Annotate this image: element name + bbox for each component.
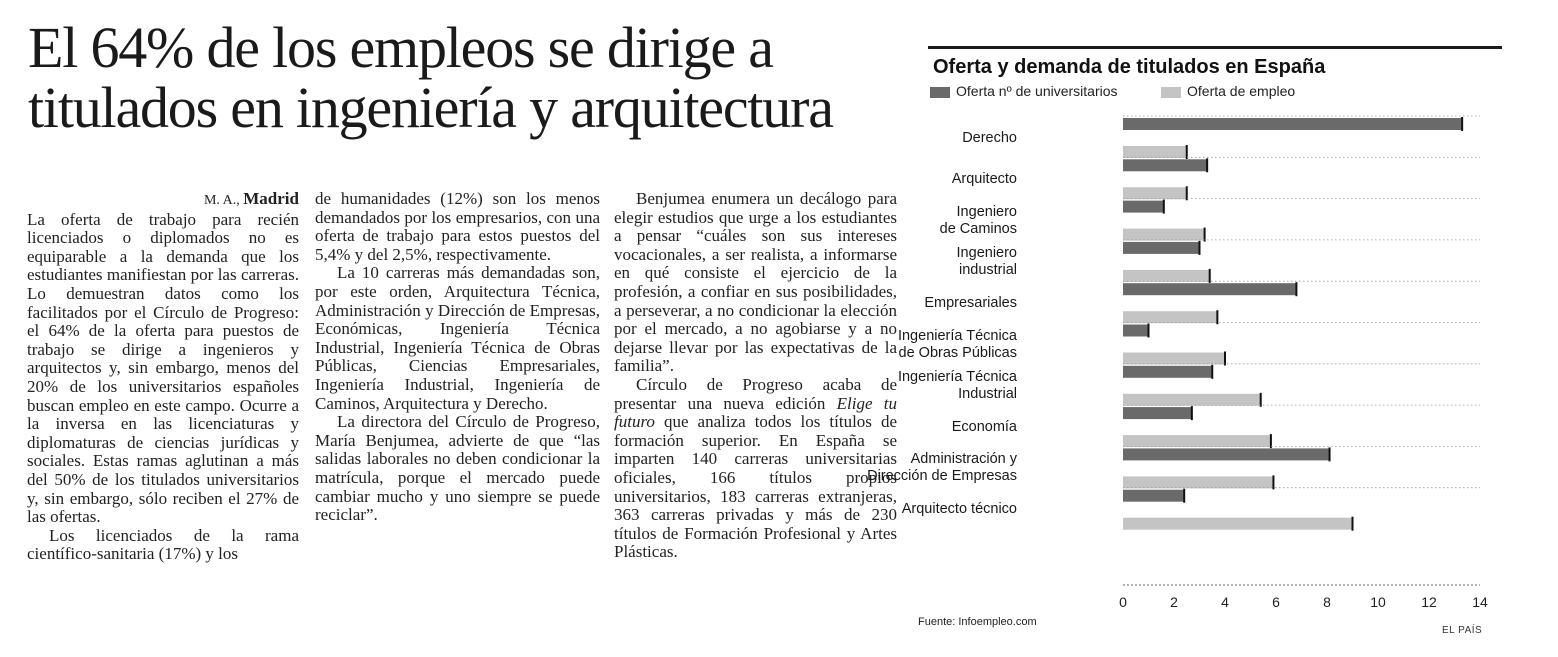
bar-oferta-universitarios xyxy=(1123,201,1164,213)
x-tick-label: 14 xyxy=(1472,594,1488,610)
byline-place: Madrid xyxy=(243,189,299,208)
category-label: Derecho xyxy=(962,129,1017,146)
article-column-2 xyxy=(315,190,600,525)
x-tick-label: 8 xyxy=(1323,594,1331,610)
category-label: Arquitecto xyxy=(951,170,1017,187)
bar-oferta-universitarios xyxy=(1123,490,1184,502)
source-note: Fuente: Infoempleo.com xyxy=(918,616,1037,628)
paragraph-text: que analiza todos los títulos de formación superior. En España se imparten 140 carreras universitarias oficiales, 166 títulos propios universitarios, 183 carreras extranjeras, 363 carreras privadas y más de 230 títulos de Formación Profesional y Artes Plásticas. xyxy=(614,412,897,562)
paragraph: La 10 carreras más demandadas son, por este orden, Arquitectura Técnica, Administración y Dirección de Empresas, Económicas, Ingeniería Técnica Industrial, Ingeniería Técnica de Obras Públicas, Ciencias Empresariales, Ingeniería Industrial, Ingeniería de Caminos, Arquitectura y Derecho. xyxy=(315,263,600,413)
infographic xyxy=(867,40,1505,640)
category-label: Ingeniería Técnica de Obras Públicas xyxy=(897,327,1017,361)
bar-oferta-universitarios xyxy=(1123,448,1330,460)
article-column-1 xyxy=(27,190,299,564)
byline xyxy=(27,190,299,211)
book-title: Elige tu futuro xyxy=(614,393,897,432)
newspaper-brand: EL PAÍS xyxy=(1442,625,1483,636)
bar-oferta-universitarios xyxy=(1123,118,1462,130)
category-label: Arquitecto técnico xyxy=(901,501,1017,518)
category-label: Ingeniero de Caminos xyxy=(939,203,1017,237)
bar-oferta-empleo xyxy=(1123,311,1217,323)
paragraph: Los licenciados de la rama científico-sanitaria (17%) y los xyxy=(27,525,299,564)
bar-oferta-empleo xyxy=(1123,476,1273,488)
headline xyxy=(28,15,908,140)
bar-chart xyxy=(915,40,1505,620)
legend-label: Oferta de empleo xyxy=(1187,83,1296,99)
category-label: Administración y Dirección de Empresas xyxy=(867,451,1017,485)
bar-oferta-universitarios xyxy=(1123,159,1207,171)
x-tick-label: 0 xyxy=(1119,594,1127,610)
bar-oferta-empleo xyxy=(1123,353,1225,365)
headline-line-2: titulados en ingeniería y arquitectura xyxy=(28,75,833,140)
bar-oferta-empleo xyxy=(1123,394,1261,406)
paragraph-text: Círculo de Progreso acaba de presentar una nueva edición xyxy=(614,374,897,413)
x-tick-label: 2 xyxy=(1170,594,1178,610)
category-label: Empresariales xyxy=(924,294,1017,311)
paragraph: La oferta de trabajo para recién licenciados o diplomados no es equiparable a la demanda que los estudiantes manifiestan por las carreras. Lo demuestran datos como los facilitados por el Círculo de Progreso: el 64% de la oferta para puestos de trabajo se dirige a ingenieros y arquitectos y, sin embargo, menos del 20% de los universitarios españoles buscan empleo en este campo. Ocurre a la inversa en las licenciaturas y diplomaturas de ciencias jurídicas y sociales. Estas ramas aglutinan a más del 50% de los titulados universitarios y, sin embargo, sólo reciben el 27% de las ofertas. xyxy=(27,209,299,527)
category-label: Economía xyxy=(951,418,1017,435)
category-label: Ingeniería Técnica Industrial xyxy=(897,368,1017,402)
bar-oferta-universitarios xyxy=(1123,325,1149,337)
bar-oferta-empleo xyxy=(1123,229,1205,241)
bar-oferta-universitarios xyxy=(1123,283,1296,295)
chart-title: Oferta y demanda de titulados en España xyxy=(933,56,1326,78)
x-tick-label: 4 xyxy=(1221,594,1229,610)
headline-line-1: El 64% de los empleos se dirige a xyxy=(28,15,773,80)
bar-oferta-empleo xyxy=(1123,187,1187,199)
bar-oferta-universitarios xyxy=(1123,242,1200,254)
bar-oferta-empleo xyxy=(1123,146,1187,158)
bar-oferta-empleo xyxy=(1123,518,1353,530)
category-label: Ingeniero industrial xyxy=(956,244,1017,278)
bar-oferta-empleo xyxy=(1123,270,1210,282)
legend-label: Oferta nº de universitarios xyxy=(956,83,1118,99)
byline-author: M. A., xyxy=(203,193,240,208)
x-tick-label: 12 xyxy=(1421,594,1437,610)
paragraph: de humanidades (12%) son los menos demandados por los empresarios, con una oferta de trabajo para estos puestos del 5,4% y del 2,5%, respectivamente. xyxy=(315,189,600,264)
bar-oferta-universitarios xyxy=(1123,407,1192,419)
x-tick-label: 10 xyxy=(1370,594,1386,610)
paragraph: La directora del Círculo de Progreso, María Benjumea, advierte de que “las salidas laborales no deben condicionar la matrícula, porque el mercado puede cambiar mucho y uno siempre se puede reciclar”. xyxy=(315,412,600,525)
paragraph: Benjumea enumera un decálogo para elegir estudios que urge a los estudiantes a pensar “cuáles son sus intereses vocacionales, a ser realista, a informarse en qué consiste el ejercicio de la profesión, a confiar en sus posibilidades, a perseverar, a no condicionar la elección por el mercado, a no agobiarse y a no dejarse llevar por las expectativas de la familia”. xyxy=(614,189,897,376)
bar-oferta-empleo xyxy=(1123,435,1271,447)
x-tick-label: 6 xyxy=(1272,594,1280,610)
bar-oferta-universitarios xyxy=(1123,366,1212,378)
